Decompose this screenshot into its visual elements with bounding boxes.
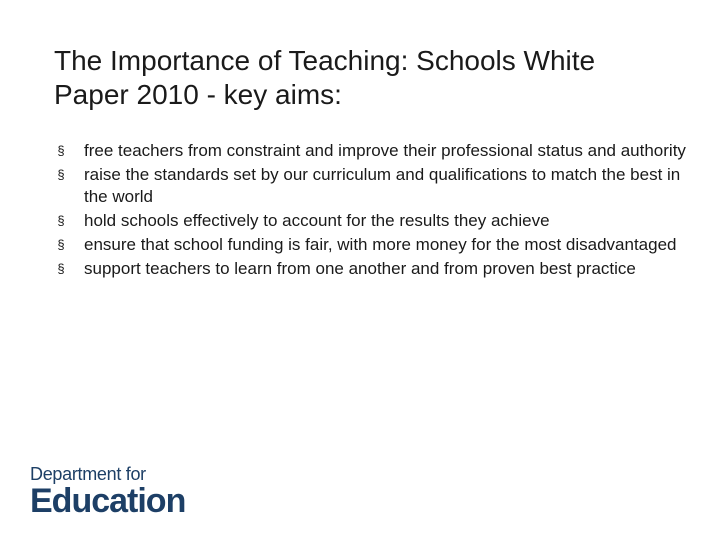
slide-title: The Importance of Teaching: Schools White Paper 2010 - key aims: — [54, 45, 596, 110]
list-item — [54, 164, 694, 208]
bullet-marker-icon: § — [57, 143, 65, 158]
key-aims-list — [54, 140, 694, 282]
bullet-marker-icon: § — [57, 213, 65, 228]
logo-line-department: Department for — [30, 464, 146, 484]
bullet-marker-icon: § — [57, 261, 65, 276]
bullet-marker-icon: § — [57, 237, 65, 252]
list-item-text: free teachers from constraint and improve their professional status and authority — [84, 141, 686, 160]
list-item — [54, 258, 694, 280]
list-item — [54, 140, 694, 162]
bullet-marker-icon: § — [57, 167, 65, 182]
list-item-text: raise the standards set by our curriculum and qualifications to match the best in the world — [84, 165, 681, 206]
list-item — [54, 234, 694, 256]
list-item-text: hold schools effectively to account for the results they achieve — [84, 211, 550, 230]
department-for-education-logo — [30, 464, 230, 520]
list-item-text: support teachers to learn from one another and from proven best practice — [84, 259, 636, 278]
logo-line-education: Education — [30, 482, 186, 520]
list-item — [54, 210, 694, 232]
list-item-text: ensure that school funding is fair, with more money for the most disadvantaged — [84, 235, 677, 254]
